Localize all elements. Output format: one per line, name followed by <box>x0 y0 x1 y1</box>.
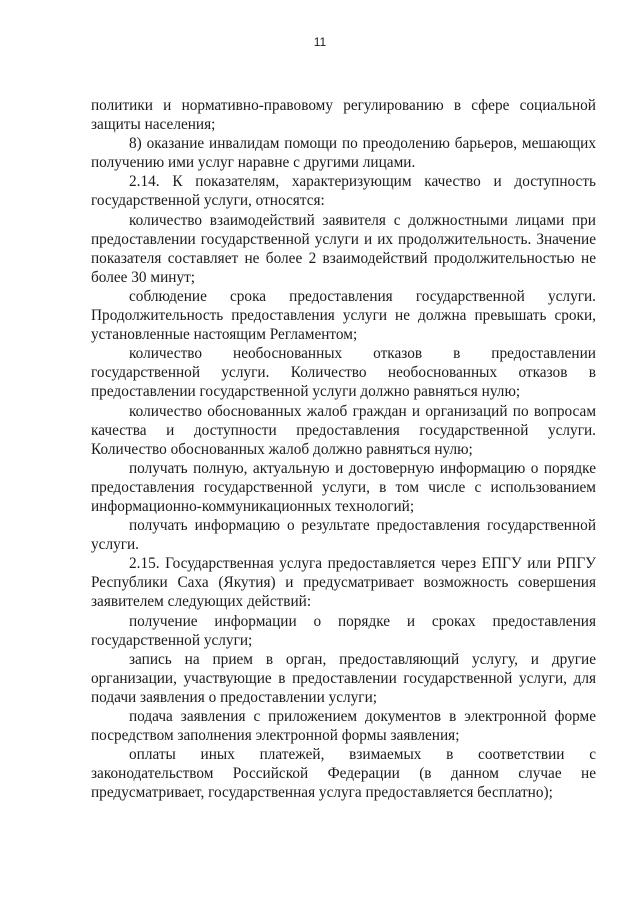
page-number: 11 <box>313 35 327 49</box>
paragraph-2-14-complaints: количество обоснованных жалоб граждан и организаций по вопросам качества и доступности предоставления государственной услуги. Количество обоснованных жалоб должно равняться нулю; <box>91 402 596 458</box>
paragraph-2-15: 2.15. Государственная услуга предоставляется через ЕПГУ или РПГУ Республики Саха (Якутия) и предусматривает возможность совершения заявителем следующих действий: <box>91 555 596 611</box>
paragraph-2-14-interactions: количество взаимодействий заявителя с должностными лицами при предоставлении государственной услуги и их продолжительность. Значение показателя составляет не более 2 взаимодействий продолжительностью не более 30 минут; <box>91 211 596 286</box>
paragraph-item-8: 8) оказание инвалидам помощи по преодолению барьеров, мешающих получению ими услуг наравне с другими лицами. <box>91 135 596 172</box>
paragraph-2-14-deadline: соблюдение срока предоставления государственной услуги. Продолжительность предоставления услуги не должна превышать сроки, установленные настоящим Регламентом; <box>91 287 596 344</box>
paragraph-2-14-result: получать информацию о результате предоставления государственной услуги. <box>91 517 596 554</box>
document-body <box>91 96 596 802</box>
paragraph-2-14: 2.14. К показателям, характеризующим качество и доступность государственной услуги, относятся: <box>91 173 596 210</box>
paragraph-2-15-payments: оплаты иных платежей, взимаемых в соответствии с законодательством Российской Федерации (в данном случае не предусматривает, государственная услуга предоставляется бесплатно); <box>91 746 596 802</box>
paragraph-2-15-info: получение информации о порядке и сроках предоставления государственной услуги; <box>91 612 596 649</box>
paragraph-2-15-application: подача заявления с приложением документов в электронной форме посредством заполнения электронной формы заявления; <box>91 708 596 745</box>
paragraph-continuation: политики и нормативно-правовому регулированию в сфере социальной защиты населения; <box>91 97 596 134</box>
paragraph-2-15-appointment: запись на прием в орган, предоставляющий услугу, и другие организации, участвующие в предоставлении государственной услуги, для подачи заявления о предоставлении услуги; <box>91 650 596 706</box>
paragraph-2-14-refusals: количество необоснованных отказов в предоставлении государственной услуги. Количество необоснованных отказов в предоставлении государственной услуги должно равняться нулю; <box>91 345 596 401</box>
paragraph-2-14-information: получать полную, актуальную и достоверную информацию о порядке предоставления государственной услуги, в том числе с использованием информационно-коммуникационных технологий; <box>91 459 596 515</box>
